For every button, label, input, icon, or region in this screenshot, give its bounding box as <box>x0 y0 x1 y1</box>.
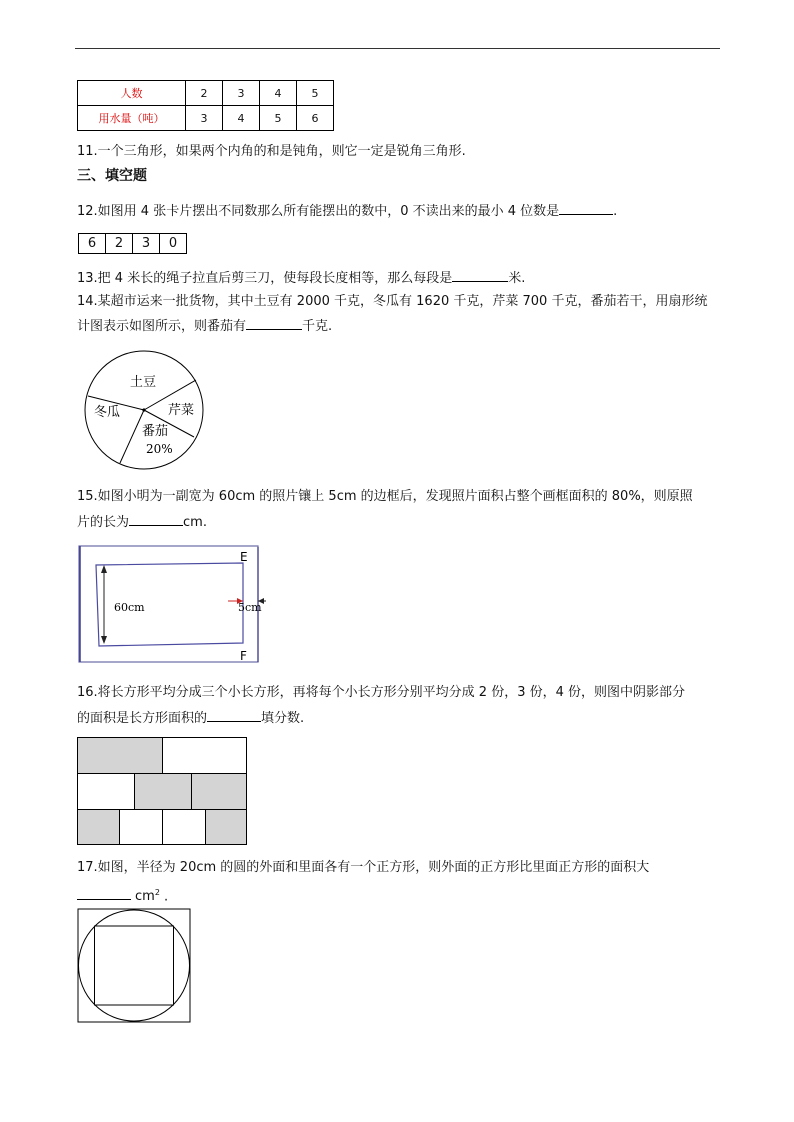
pie-label-tomato: 番茄 <box>142 424 169 439</box>
table-header-cell: 人数 <box>78 81 186 106</box>
water-usage-table <box>77 80 334 131</box>
card: 6 <box>78 233 106 254</box>
question-14-line1: 14.某超市运来一批货物，其中土豆有 2000 千克，冬瓜有 1620 千克，芹菜 700 千克，番茄若干，用扇形统 <box>77 294 708 309</box>
number-cards <box>78 233 186 254</box>
question-text: 的面积是长方形面积的 <box>77 711 208 726</box>
table-cell: 6 <box>297 106 334 131</box>
pie-chart <box>84 350 204 470</box>
table-cell: 3 <box>186 106 223 131</box>
shaded-part <box>77 737 163 774</box>
question-text: . <box>613 204 618 219</box>
table-cell: 3 <box>223 81 260 106</box>
table-cell: 5 <box>260 106 297 131</box>
question-text: 填分数. <box>261 711 305 726</box>
photo-frame-figure <box>78 545 268 665</box>
pie-percent-tomato: 20% <box>146 442 173 456</box>
arrow-head <box>101 636 107 644</box>
question-text: 片的长为 <box>77 515 130 530</box>
question-16-line1: 16.将长方形平均分成三个小长方形，再将每个小长方形分别平均分成 2 份，3 份，4 份，则图中阴影部分 <box>77 685 686 700</box>
section-heading: 三、填空题 <box>77 168 147 184</box>
header-rule <box>75 48 720 49</box>
card: 2 <box>105 233 133 254</box>
unshaded-part <box>119 809 163 845</box>
question-text: . <box>159 889 169 905</box>
question-text: cm. <box>183 515 207 530</box>
unit-text: cm <box>135 889 155 905</box>
corner-mark-e: E <box>240 550 248 564</box>
question-text: 13.把 4 米长的绳子拉直后剪三刀，使每段长度相等，那么每段是 <box>77 271 453 286</box>
question-text: 计图表示如图所示，则番茄有 <box>77 319 247 334</box>
question-13 <box>77 268 525 287</box>
border-label: 5cm <box>238 601 262 614</box>
table-row <box>78 106 334 131</box>
pie-label-celery: 芹菜 <box>168 403 195 418</box>
width-label: 60cm <box>114 601 145 614</box>
unshaded-part <box>162 737 247 774</box>
answer-blank[interactable] <box>129 512 183 526</box>
shaded-part <box>77 809 120 845</box>
shaded-part <box>134 773 192 810</box>
table-row <box>78 81 334 106</box>
question-11: 11.一个三角形，如果两个内角的和是钝角，则它一定是锐角三角形. <box>77 144 466 159</box>
shaded-part <box>205 809 247 845</box>
arrow-head <box>101 565 107 573</box>
table-cell: 2 <box>186 81 223 106</box>
question-text: 千克. <box>302 319 333 334</box>
question-text: 12.如图用 4 张卡片摆出不同数那么所有能摆出的数中，0 不读出来的最小 4 位数是 <box>77 204 560 219</box>
table-header-cell: 用水量（吨） <box>78 106 186 131</box>
answer-blank[interactable] <box>559 201 613 215</box>
answer-blank[interactable] <box>77 886 131 900</box>
pie-center <box>142 408 145 411</box>
table-cell: 4 <box>223 106 260 131</box>
answer-blank[interactable] <box>207 708 261 722</box>
circle-squares-figure <box>77 908 192 1024</box>
pie-divider <box>120 410 144 463</box>
question-15-line2 <box>77 512 207 531</box>
question-17-line1: 17.如图，半径为 20cm 的圆的外面和里面各有一个正方形，则外面的正方形比里面正方形的面积大 <box>77 860 650 875</box>
unshaded-part <box>162 809 206 845</box>
question-16-line2 <box>77 708 304 727</box>
unshaded-part <box>77 773 135 810</box>
pie-label-wintermelon: 冬瓜 <box>94 405 121 420</box>
corner-mark-f: F <box>240 649 247 663</box>
question-17-line2 <box>77 884 168 905</box>
question-12 <box>77 201 617 220</box>
inner-square <box>95 926 174 1005</box>
table-cell: 5 <box>297 81 334 106</box>
card: 3 <box>132 233 160 254</box>
unit-superscript: 2 <box>154 888 160 897</box>
question-15-line1: 15.如图小明为一副宽为 60cm 的照片镶上 5cm 的边框后，发现照片面积占整个画框面积的 80%，则原照 <box>77 489 693 504</box>
answer-blank[interactable] <box>246 316 302 330</box>
question-text: 米. <box>508 271 526 286</box>
shaded-part <box>191 773 247 810</box>
card: 0 <box>159 233 187 254</box>
divided-rectangle <box>77 737 247 845</box>
pie-label-potato: 土豆 <box>130 375 157 390</box>
question-14-line2 <box>77 316 332 335</box>
circle <box>79 910 190 1021</box>
answer-blank[interactable] <box>452 268 508 282</box>
table-cell: 4 <box>260 81 297 106</box>
